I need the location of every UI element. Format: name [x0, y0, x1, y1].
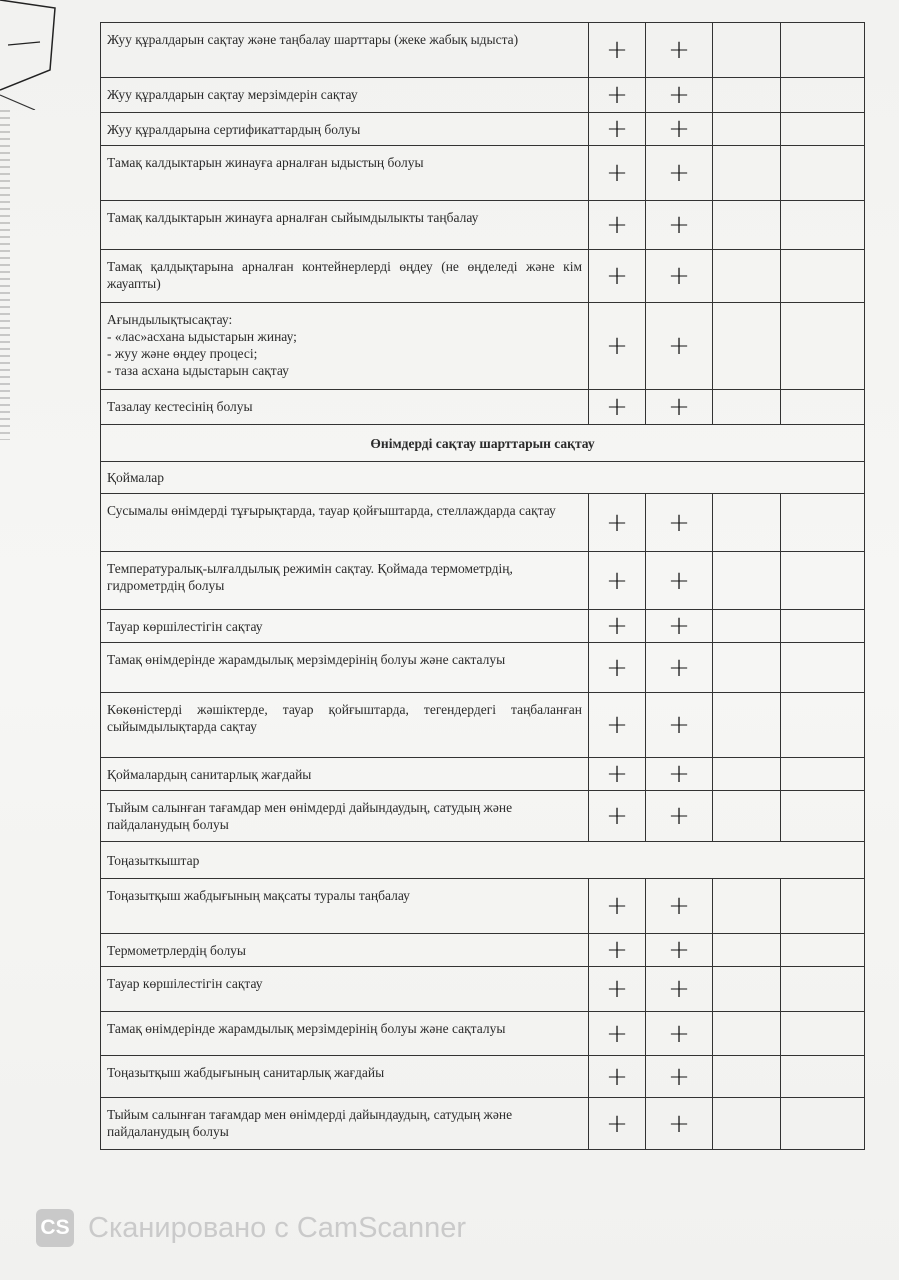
handwritten-plus-mark: +: [646, 494, 713, 552]
table-row: [101, 303, 865, 390]
criterion-label: Температуралық-ылғалдылық режимін сақтау. Қоймада термометрдің, гидрометрдің болуы: [101, 552, 589, 610]
criterion-label: Тамақ өнімдерінде жарамдылық мерзімдерінің болуы және сакталуы: [101, 643, 589, 693]
criterion-label: Тоңазытқыш жабдығының мақсаты туралы таңбалау: [101, 879, 589, 934]
empty-cell: [713, 693, 781, 758]
criterion-label: Тауар көршілестігін сақтау: [101, 967, 589, 1012]
empty-cell: [781, 758, 865, 791]
handwritten-plus-mark: +: [646, 967, 713, 1012]
empty-cell: [713, 610, 781, 643]
handwritten-plus-mark: +: [646, 758, 713, 791]
handwritten-plus-mark: +: [589, 791, 646, 842]
handwritten-plus-mark: +: [646, 791, 713, 842]
handwritten-plus-mark: +: [589, 303, 646, 390]
handwritten-plus-mark: +: [589, 1012, 646, 1056]
empty-cell: [781, 967, 865, 1012]
table-row: [101, 1012, 865, 1056]
empty-cell: [781, 201, 865, 250]
empty-cell: [781, 552, 865, 610]
handwritten-plus-mark: +: [589, 934, 646, 967]
handwritten-plus-mark: +: [589, 201, 646, 250]
handwritten-plus-mark: +: [589, 146, 646, 201]
table-row: [101, 934, 865, 967]
handwritten-plus-mark: +: [646, 1098, 713, 1150]
subsection-row: [101, 842, 865, 879]
handwritten-plus-mark: +: [589, 78, 646, 113]
section-title: Өнімдерді сақтау шарттарын сақтау: [101, 425, 865, 462]
table-row: [101, 23, 865, 78]
table-row: [101, 78, 865, 113]
empty-cell: [713, 1098, 781, 1150]
empty-cell: [781, 1012, 865, 1056]
handwritten-plus-mark: +: [589, 23, 646, 78]
inspection-checklist-table: [100, 22, 865, 1150]
handwritten-plus-mark: +: [646, 934, 713, 967]
empty-cell: [781, 23, 865, 78]
empty-cell: [781, 879, 865, 934]
empty-cell: [781, 78, 865, 113]
empty-cell: [781, 643, 865, 693]
table-row: [101, 758, 865, 791]
criterion-label: Тазалау кестесінің болуы: [101, 390, 589, 425]
handwritten-plus-mark: +: [589, 693, 646, 758]
criterion-label: Тыйым салынған тағамдар мен өнімдерді дайындаудың, сатудың және пайдаланудың болуы: [101, 791, 589, 842]
empty-cell: [713, 791, 781, 842]
handwritten-plus-mark: +: [589, 250, 646, 303]
table-row: [101, 146, 865, 201]
handwritten-plus-mark: +: [646, 693, 713, 758]
handwritten-plus-mark: +: [589, 552, 646, 610]
empty-cell: [713, 23, 781, 78]
handwritten-plus-mark: +: [589, 610, 646, 643]
camscanner-watermark: [36, 1206, 466, 1250]
handwritten-plus-mark: +: [646, 610, 713, 643]
camscanner-logo-icon: CS: [36, 1209, 74, 1247]
table-row: [101, 879, 865, 934]
criterion-label: Тамақ қалдықтарына арналған контейнерлерді өңдеу (не өңделеді және кім жауапты): [101, 250, 589, 303]
empty-cell: [781, 1098, 865, 1150]
criterion-label: Қоймалардың санитарлық жағдайы: [101, 758, 589, 791]
criterion-label: Тамақ өнімдерінде жарамдылық мерзімдерінің болуы және сақталуы: [101, 1012, 589, 1056]
empty-cell: [713, 113, 781, 146]
torn-corner-lines: [0, 0, 95, 110]
handwritten-plus-mark: +: [589, 967, 646, 1012]
handwritten-plus-mark: +: [646, 250, 713, 303]
handwritten-plus-mark: +: [646, 1056, 713, 1098]
criterion-label: Сусымалы өнімдерді тұғырықтарда, тауар қойғыштарда, стеллаждарда сақтау: [101, 494, 589, 552]
empty-cell: [781, 934, 865, 967]
empty-cell: [713, 303, 781, 390]
criterion-label: Жуу құралдарын сақтау және таңбалау шарттары (жеке жабық ыдыста): [101, 23, 589, 78]
criterion-label: Жуу құралдарына сертификаттардың болуы: [101, 113, 589, 146]
table-row: [101, 791, 865, 842]
empty-cell: [781, 250, 865, 303]
handwritten-plus-mark: +: [646, 23, 713, 78]
criterion-label: Термометрлердің болуы: [101, 934, 589, 967]
subsection-title: Тоңазыткыштар: [101, 842, 865, 879]
criterion-label: Тоңазытқыш жабдығының санитарлық жағдайы: [101, 1056, 589, 1098]
criterion-label: Тамақ калдыктарын жинауға арналған сыйымдылыкты таңбалау: [101, 201, 589, 250]
empty-cell: [713, 967, 781, 1012]
empty-cell: [713, 1012, 781, 1056]
empty-cell: [713, 250, 781, 303]
table-row: [101, 1098, 865, 1150]
handwritten-plus-mark: +: [646, 78, 713, 113]
empty-cell: [713, 879, 781, 934]
criterion-label: Көкөністерді жәшіктерде, тауар қойғыштарда, тегендердегі таңбаланған сыйымдылықтарда сақтау: [101, 693, 589, 758]
handwritten-plus-mark: +: [646, 879, 713, 934]
empty-cell: [781, 146, 865, 201]
handwritten-plus-mark: +: [589, 758, 646, 791]
section-header-row: [101, 425, 865, 462]
punched-edge-shadow: [0, 110, 10, 440]
handwritten-plus-mark: +: [589, 879, 646, 934]
table-row: [101, 201, 865, 250]
handwritten-plus-mark: +: [589, 113, 646, 146]
empty-cell: [781, 390, 865, 425]
criterion-label: Тауар көршілестігін сақтау: [101, 610, 589, 643]
handwritten-plus-mark: +: [589, 643, 646, 693]
empty-cell: [713, 934, 781, 967]
empty-cell: [713, 390, 781, 425]
table-row: [101, 693, 865, 758]
handwritten-plus-mark: +: [646, 303, 713, 390]
empty-cell: [713, 1056, 781, 1098]
table-row: [101, 552, 865, 610]
handwritten-plus-mark: +: [646, 113, 713, 146]
table-row: [101, 113, 865, 146]
handwritten-plus-mark: +: [646, 552, 713, 610]
subsection-row: [101, 462, 865, 494]
subsection-title: Қоймалар: [101, 462, 865, 494]
empty-cell: [713, 552, 781, 610]
empty-cell: [713, 78, 781, 113]
handwritten-plus-mark: +: [589, 1098, 646, 1150]
empty-cell: [713, 146, 781, 201]
table-row: [101, 494, 865, 552]
criterion-label: Тыйым салынған тағамдар мен өнімдерді дайындаудың, сатудың және пайдаланудың болуы: [101, 1098, 589, 1150]
handwritten-plus-mark: +: [646, 643, 713, 693]
empty-cell: [713, 201, 781, 250]
handwritten-plus-mark: +: [646, 390, 713, 425]
criterion-label: Жуу құралдарын сақтау мерзімдерін сақтау: [101, 78, 589, 113]
handwritten-plus-mark: +: [589, 494, 646, 552]
empty-cell: [781, 113, 865, 146]
empty-cell: [713, 494, 781, 552]
handwritten-plus-mark: +: [646, 1012, 713, 1056]
table-row: [101, 967, 865, 1012]
handwritten-plus-mark: +: [589, 1056, 646, 1098]
handwritten-plus-mark: +: [646, 201, 713, 250]
empty-cell: [713, 643, 781, 693]
handwritten-plus-mark: +: [589, 390, 646, 425]
empty-cell: [781, 610, 865, 643]
watermark-text: Сканировано с CamScanner: [88, 1211, 467, 1244]
table-row: [101, 390, 865, 425]
table-row: [101, 643, 865, 693]
criterion-label: Ағындылықтысақтау: - «лас»асхана ыдыстарын жинау; - жуу және өңдеу процесі; - таза асхана ыдыстарын сақтау: [101, 303, 589, 390]
empty-cell: [781, 693, 865, 758]
table-row: [101, 1056, 865, 1098]
empty-cell: [781, 1056, 865, 1098]
criterion-label: Тамақ калдыктарын жинауға арналған ыдыстың болуы: [101, 146, 589, 201]
empty-cell: [781, 791, 865, 842]
empty-cell: [713, 758, 781, 791]
table-row: [101, 610, 865, 643]
empty-cell: [781, 303, 865, 390]
handwritten-plus-mark: +: [646, 146, 713, 201]
table-row: [101, 250, 865, 303]
empty-cell: [781, 494, 865, 552]
